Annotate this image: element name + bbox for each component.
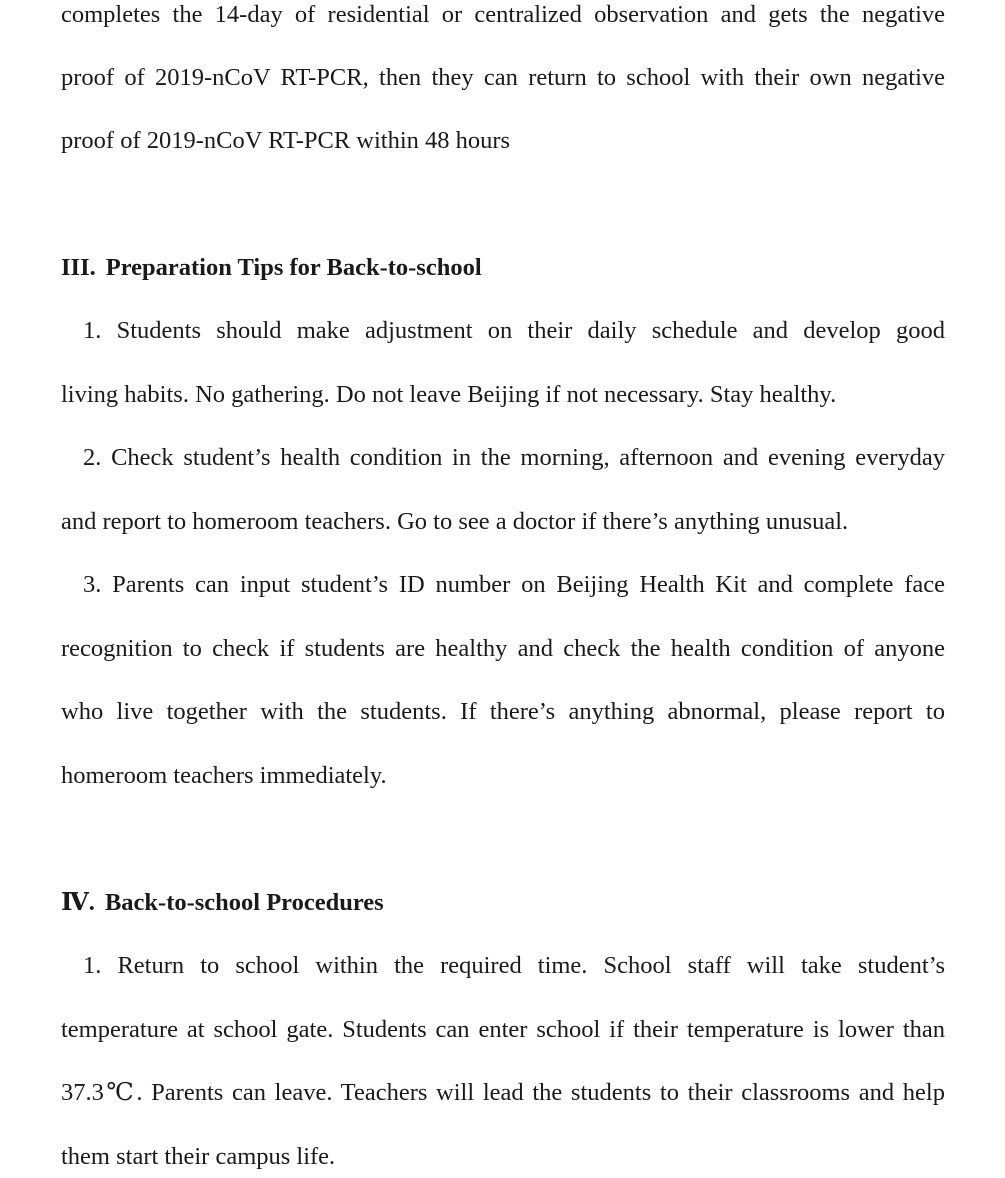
section-3-item-3-line-2: recognition to check if students are healthy and check the health condition of anyone [61, 635, 945, 662]
section-3-item-3-line-3: who live together with the students. If there’s anything abnormal, please report to [61, 698, 945, 725]
section-4-number: Ⅳ. [61, 889, 95, 916]
section-3-item-2-line-1: 2. Check student’s health condition in the morning, afternoon and evening everyday [83, 444, 945, 471]
intro-line-1: completes the 14-day of residential or centralized observation and gets the negative [61, 1, 945, 28]
section-3-title: Preparation Tips for Back-to-school [105, 254, 482, 281]
section-4-item-1-line-4: them start their campus life. [61, 1143, 336, 1170]
section-3-item-1-line-1: 1. Students should make adjustment on their daily schedule and develop good [83, 317, 945, 344]
section-4-item-1-line-3: 37.3℃. Parents can leave. Teachers will lead the students to their classrooms and help [61, 1079, 945, 1106]
section-3-item-2-line-2: and report to homeroom teachers. Go to see a doctor if there’s anything unusual. [61, 508, 849, 535]
intro-line-3: proof of 2019-nCoV RT-PCR within 48 hours [61, 127, 511, 154]
section-3-number: III. [61, 254, 96, 281]
section-3-item-1-line-2: living habits. No gathering. Do not leave Beijing if not necessary. Stay healthy. [61, 381, 837, 408]
section-3-item-3-line-4: homeroom teachers immediately. [61, 762, 387, 789]
section-4-item-1-line-2: temperature at school gate. Students can enter school if their temperature is lower than [61, 1016, 945, 1043]
section-4-title: Back-to-school Procedures [104, 889, 384, 916]
section-4-heading [61, 888, 384, 918]
section-3-heading [61, 253, 482, 283]
section-3-item-3-line-1: 3. Parents can input student’s ID number on Beijing Health Kit and complete face [83, 571, 945, 598]
intro-line-2: proof of 2019-nCoV RT-PCR, then they can return to school with their own negative [61, 64, 945, 91]
section-4-item-1-line-1: 1. Return to school within the required time. School staff will take student’s [83, 952, 945, 979]
